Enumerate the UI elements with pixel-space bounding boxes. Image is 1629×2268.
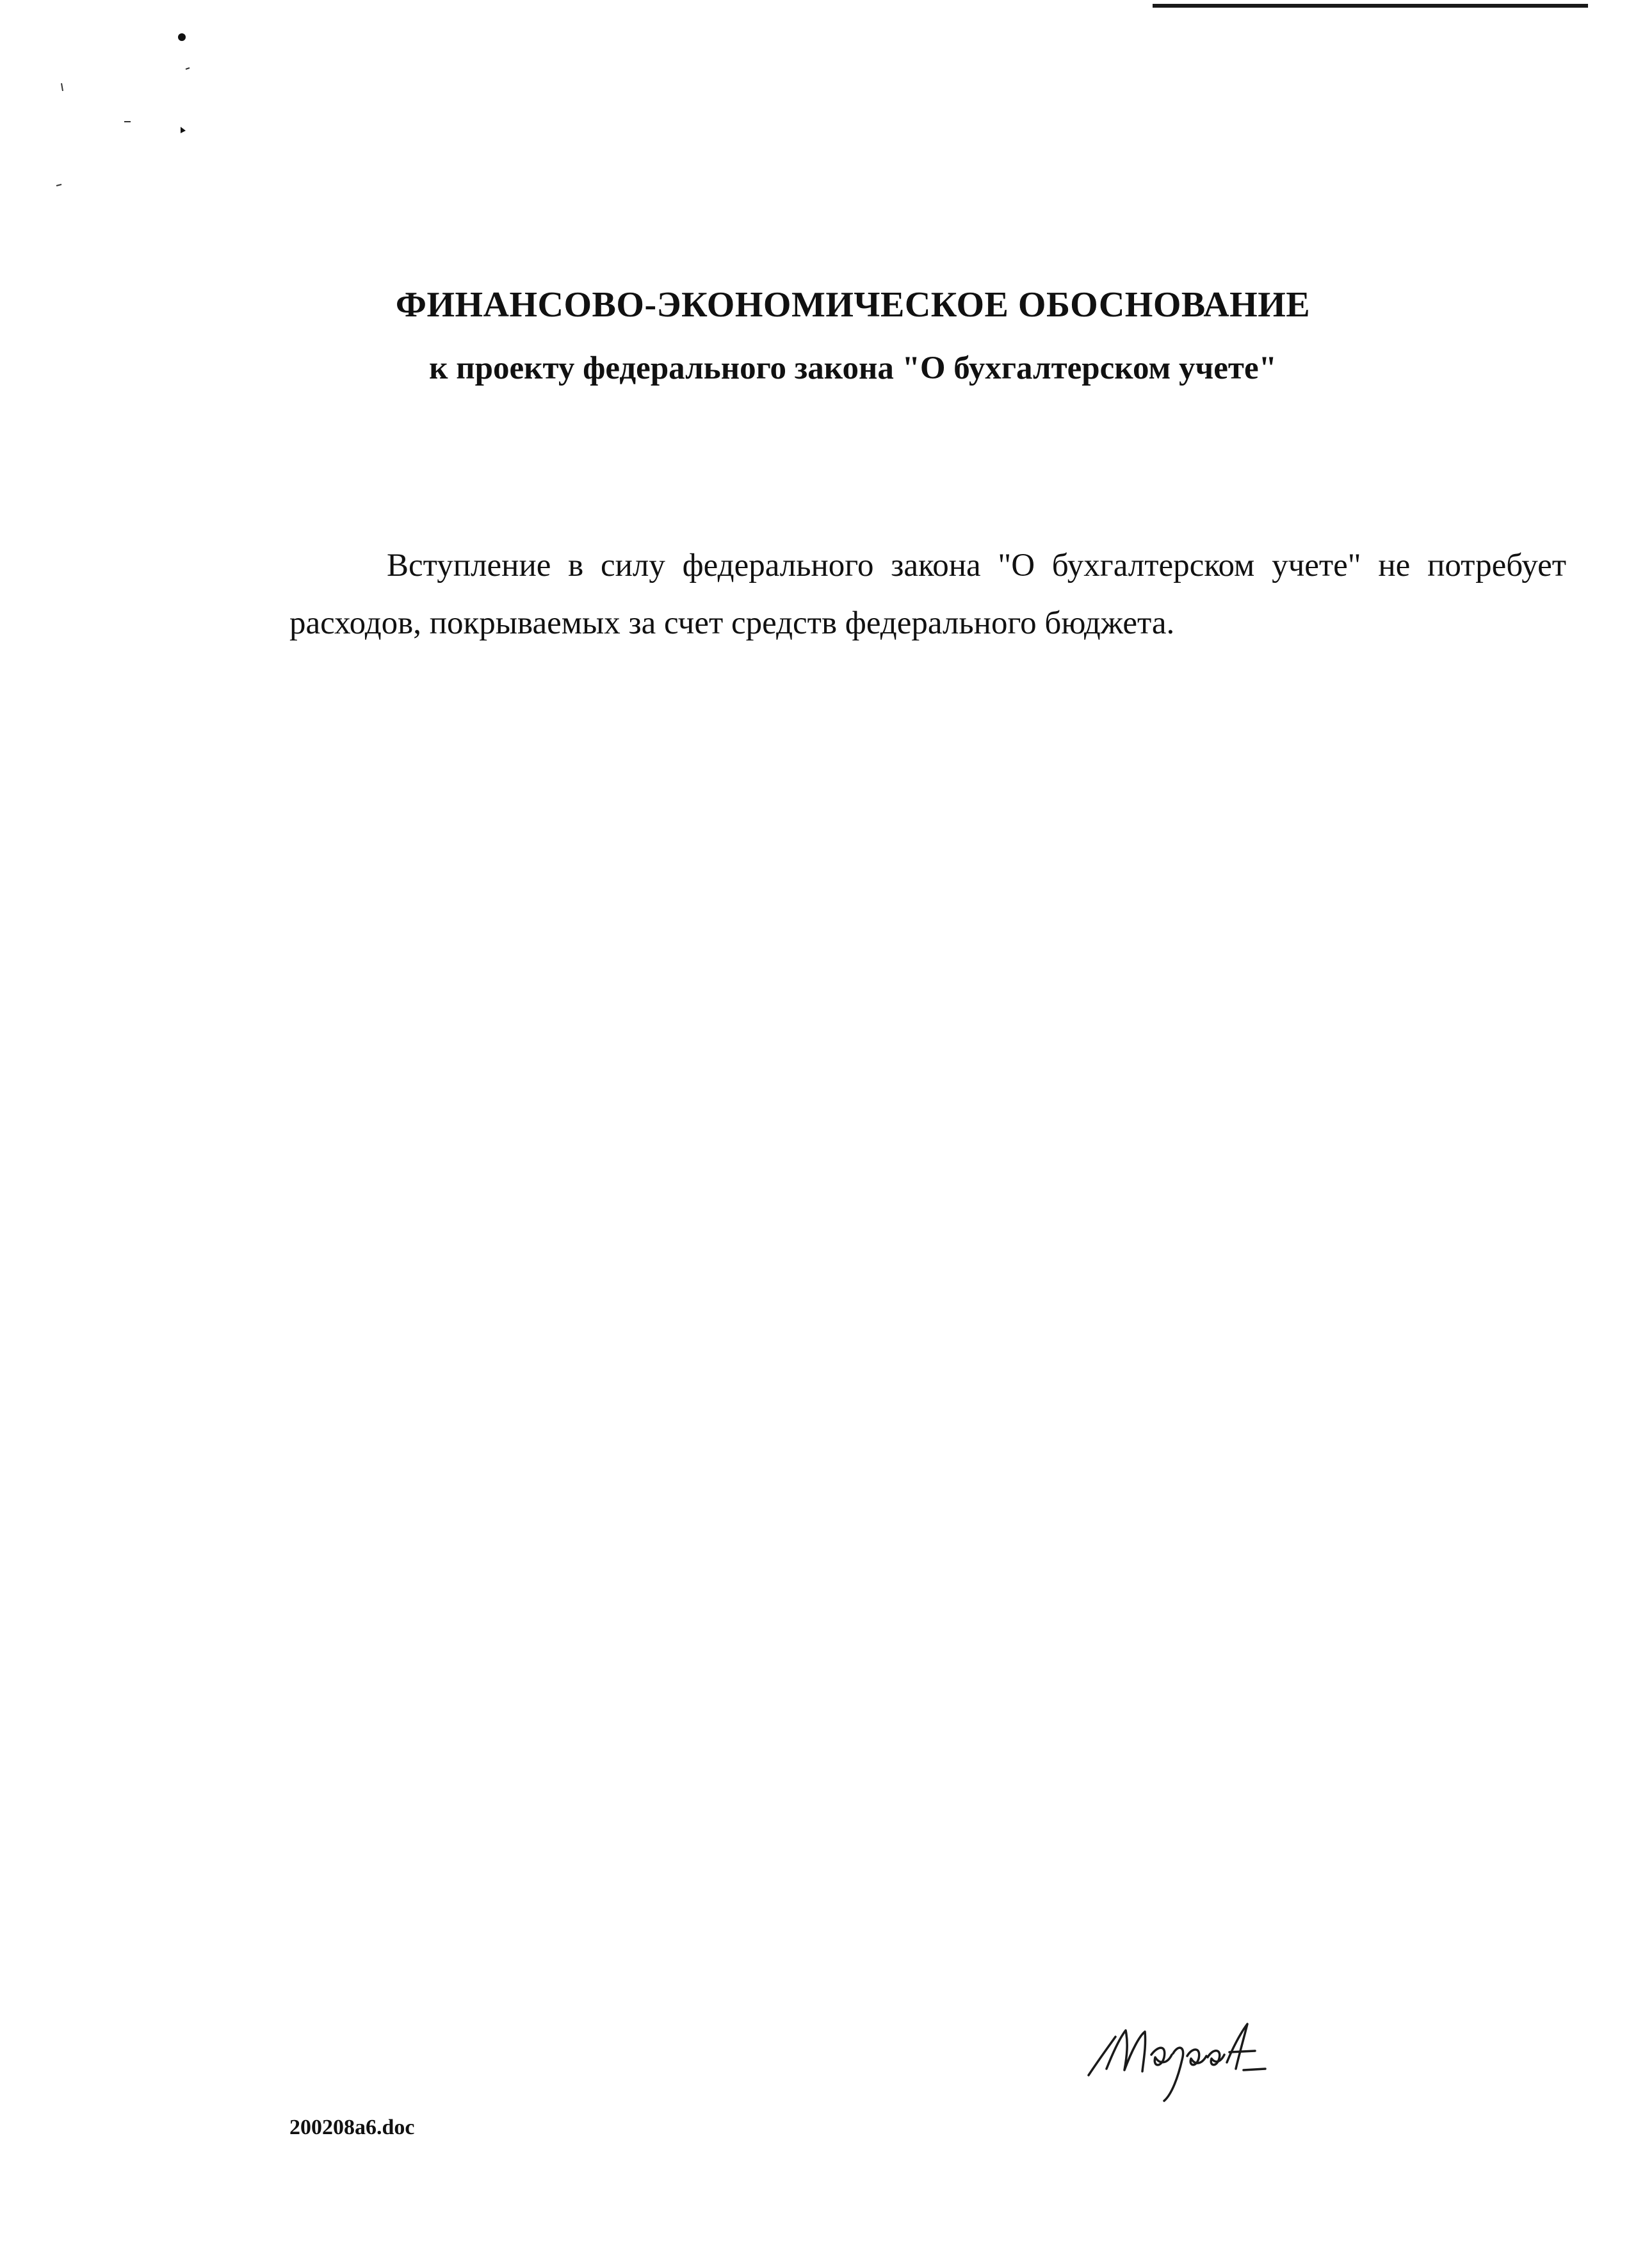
- handwritten-signature: [1076, 1998, 1293, 2114]
- footer-filename: 200208а6.doc: [289, 2116, 415, 2139]
- document-title: ФИНАНСОВО-ЭКОНОМИЧЕСКОЕ ОБОСНОВАНИЕ: [395, 285, 1311, 325]
- document-body-paragraph: Вступление в силу федерального закона "О бухгалтерском учете" не потребует расходов, покрываемых за счет средств федерального бюджета.: [289, 548, 1566, 641]
- top-rule: [1153, 4, 1588, 8]
- scan-specks: [0, 0, 256, 218]
- document-subtitle: к проекту федерального закона "О бухгалтерском учете": [429, 350, 1277, 386]
